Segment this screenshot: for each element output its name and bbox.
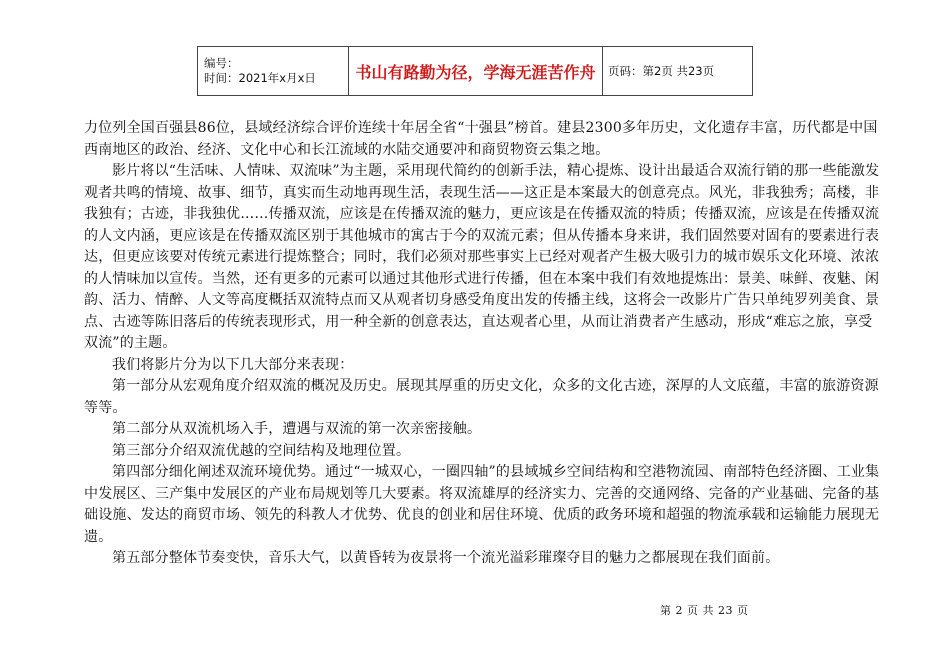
motto-cell: [349, 47, 603, 96]
page-info-cell: [603, 47, 753, 96]
paragraph-part-one: 第一部分从宏观角度介绍双流的概况及历史。展现其厚重的历史文化，众多的文化古迹，深厚的人文底蕴，丰富的旅游资源等等。: [84, 378, 879, 416]
document-body: [84, 118, 884, 570]
paragraph-part-four: 第四部分细化阐述双流环境优势。通过“一城双心，一圈四轴”的县域城乡空间结构和空港物流园、南部特色经济圈、工业集中发展区、三产集中发展区的产业布局规划等几大要素。将双流雄厚的经济实力、完善的交通网络、完备的产业基础、完备的基础设施、发达的商贸市场、领先的科教人才优势、优良的创业和居住环境、优质的政务环境和超强的物流承载和运输能力展现无遗。: [84, 464, 880, 545]
motto-text: 书山有路勤为径，学海无涯苦作舟: [355, 62, 596, 82]
date-label: 时间：2021年x月x日: [204, 71, 316, 85]
paragraph-part-three: 第三部分介绍双流优越的空间结构及地理位置。: [112, 442, 411, 459]
page-info-text: 页码：第2页 共23页: [608, 64, 715, 78]
header-table: [197, 46, 753, 96]
header-meta-cell: [198, 47, 349, 96]
paragraph-part-two: 第二部分从双流机场入手，遭遇与双流的第一次亲密接触。: [112, 421, 482, 437]
paragraph-continuation: 力位列全国百强县86位，县域经济综合评价连续十年居全省“十强县”榜首。建县2300多年历史，文化遗存丰富，历代都是中国西南地区的政治、经济、文化中心和长江流域的水陆交通要冲和商贸物资云集之地。: [84, 120, 878, 158]
paragraph-theme: 影片将以“生活味、人情味、双流味”为主题，采用现代简约的创新手法，精心提炼、设计出最适合双流行销的那一些能激发观者共鸣的情境、故事、细节，真实而生动地再现生活，表现生活——这正是本案最大的创意亮点。风光，非我独秀；高楼，非我独有；古迹，非我独优……传播双流，应该是在传播双流的魅力，更应该是在传播双流的特质；传播双流，应该是在传播双流的人文内涵，更应该是在传播双流区别于其他城市的寓古于今的双流元素；但从传播本身来讲，我们固然要对固有的要素进行表达，但更应该要对传统元素进行提炼整合；同时，我们必须对那些事实上已经对观者产生极大吸引力的城市娱乐文化环境、浓浓的人情味加以宣传。当然，还有更多的元素可以通过其他形式进行传播，但在本案中我们有效地提炼出：景美、味鲜、夜魅、闲韵、活力、情醉、人文等高度概括双流特点而又从观者切身感受角度出发的传播主线，这将会一改影片广告只单纯罗列美食、景点、古迹等陈旧落后的传统表现形式，用一种全新的创意表达，直达观者心里，从而让消费者产生感动，形成“难忘之旅，享受双流”的主题。: [84, 163, 880, 351]
number-label: 编号：: [204, 56, 239, 70]
paragraph-part-five: 第五部分整体节奏变快，音乐大气，以黄昏转为夜景将一个流光溢彩璀璨夺目的魅力之都展现在我们面前。: [112, 550, 780, 566]
paragraph-sections-intro: 我们将影片分为以下几大部分来表现：: [112, 356, 354, 373]
page-footer: 第 2 页 共 23 页: [660, 604, 749, 617]
